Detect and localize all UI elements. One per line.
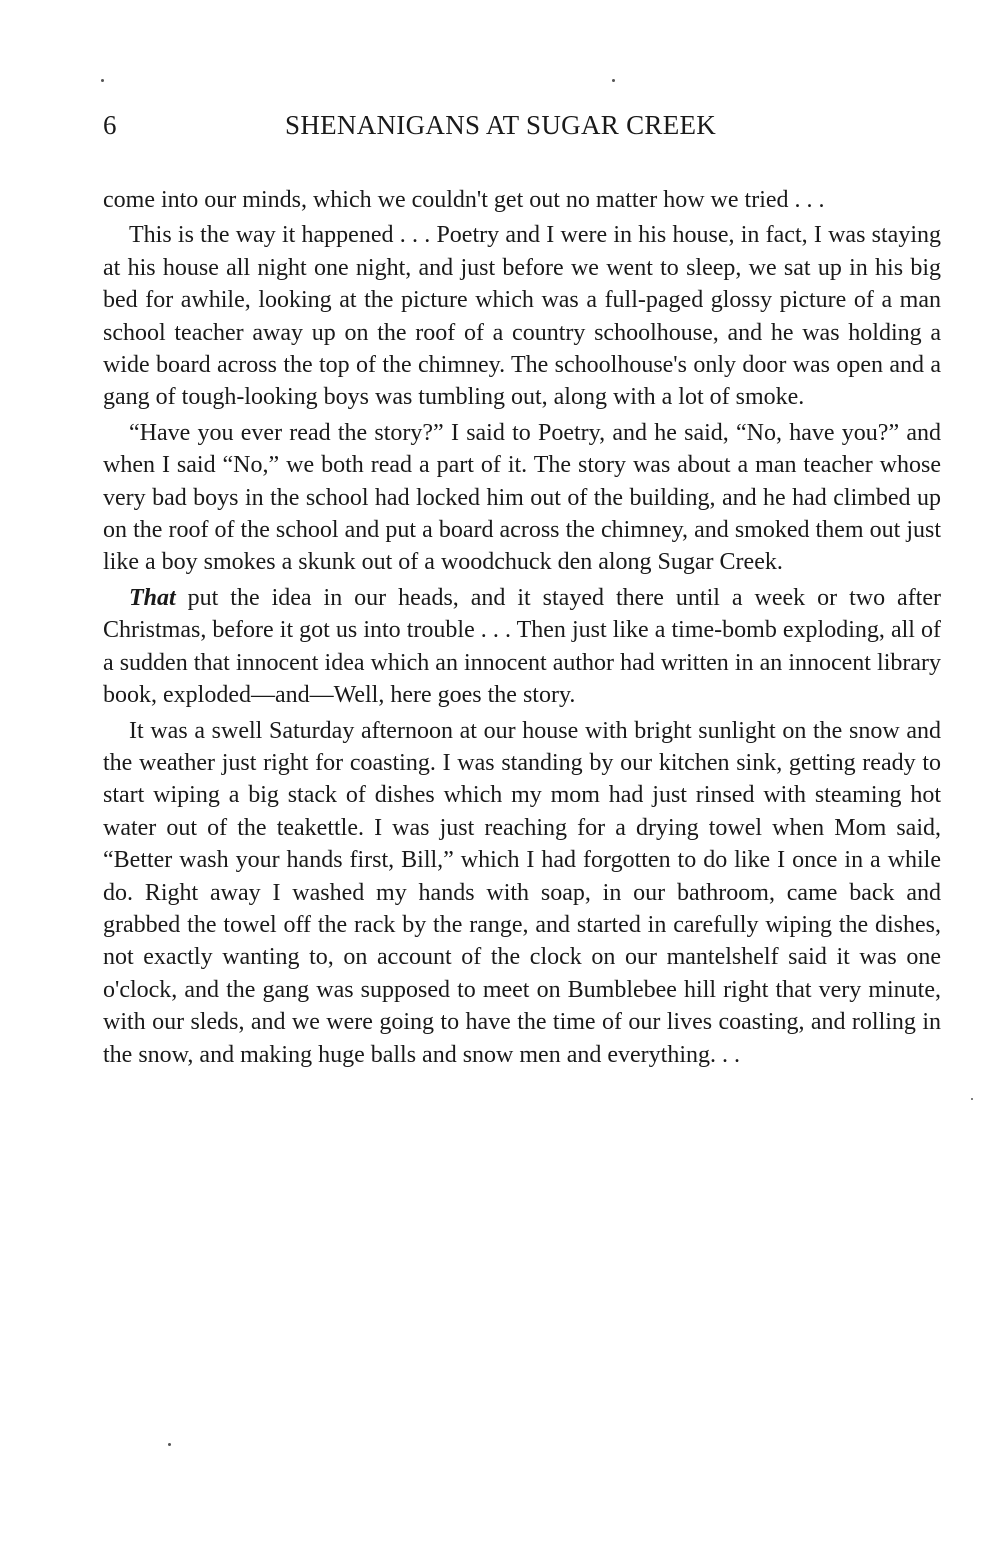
paragraph-continued	[103, 184, 941, 216]
paragraph-text: put the idea in our heads, and it stayed there until a week or two after Christmas, before it got us into trouble . . . Then just like a time-bomb exploding, all of a sudden that innocent idea which an innocent author had written in an innocent library book, exploded—and—Well, here goes the story.	[103, 584, 941, 709]
body-text	[103, 184, 941, 1071]
scan-speck	[971, 1098, 973, 1100]
scan-speck	[101, 79, 104, 82]
page-header	[103, 110, 942, 154]
paragraph	[103, 582, 941, 712]
paragraph-text: It was a swell Saturday afternoon at our house with bright sunlight on the snow and the weather just right for coasting. I was standing by our kitchen sink, getting ready to start wiping a big stack of dishes which my mom had just rinsed with steaming hot water out of the teakettle. I was just reaching for a drying towel when Mom said, “Better wash your hands first, Bill,” which I had forgotten to do like I once in a while do. Right away I washed my hands with soap, in our bathroom, came back and grabbed the towel off the rack by the range, and started in carefully wiping the dishes, not exactly wanting to, on account of the clock on our mantelshelf said it was one o'clock, and the gang was supposed to meet on Bumblebee hill right that very minute, with our sleds, and we were going to have the time of our lives coasting, and rolling in the snow, and making huge balls and snow men and everything. . .	[103, 717, 941, 1068]
scan-speck	[168, 1443, 171, 1446]
paragraph	[103, 417, 941, 579]
paragraph	[103, 715, 941, 1071]
running-title: SHENANIGANS AT SUGAR CREEK	[285, 110, 717, 140]
page-number: 6	[103, 110, 117, 140]
paragraph-text: “Have you ever read the story?” I said to Poetry, and he said, “No, have you?” and when I said “No,” we both read a part of it. The story was about a man teacher whose very bad boys in the school had locked him out of the building, and he had climbed up on the roof of the school and put a board across the chimney, and smoked them out just like a boy smokes a skunk out of a woodchuck den along Sugar Creek.	[103, 419, 941, 576]
paragraph-text: come into our minds, which we couldn't get out no matter how we tried . . .	[103, 187, 825, 213]
scan-speck	[612, 79, 615, 82]
paragraph-lead-word: That	[129, 584, 176, 611]
paragraph	[103, 219, 941, 413]
paragraph-text: This is the way it happened . . . Poetry and I were in his house, in fact, I was staying at his house all night one night, and just before we went to sleep, we sat up in his big bed for awhile, looking at the picture which was a full-paged glossy picture of a man school teacher away up on the roof of a country schoolhouse, and he was holding a wide board across the top of the chimney. The schoolhouse's only door was open and a gang of tough-looking boys was tumbling out, along with a lot of smoke.	[103, 222, 941, 411]
